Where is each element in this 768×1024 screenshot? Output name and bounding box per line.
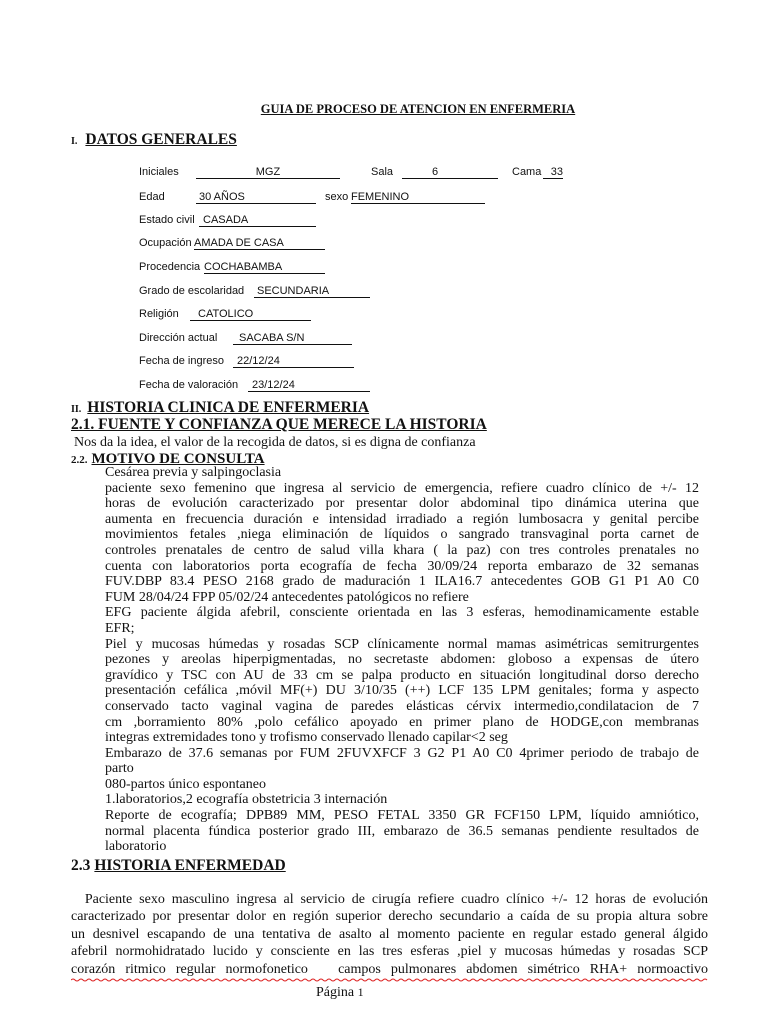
cama-value: 33 (543, 166, 563, 179)
ocupacion-value: AMADA DE CASA (194, 237, 325, 250)
field-cama-label: Cama (512, 166, 542, 178)
page-number: 1 (357, 985, 364, 999)
grado-value (254, 285, 370, 298)
historia-line: corazón ritmico regular normofonetico campos pulmonares abdomen simétrico RHA+ normoactivo (71, 961, 708, 977)
field-direccion-value (233, 332, 352, 345)
sexo-value: FEMENINO (351, 191, 485, 204)
ingreso-text: 22/12/24 (237, 355, 280, 367)
civil-text: CASADA (203, 214, 249, 226)
grado-text: SECUNDARIA (257, 285, 330, 297)
motivo-line: FUV.DBP 83.4 PESO 2168 grado de maduración 1 ILA16.7 antecedentes GOB G1 P1 A0 C0 (105, 574, 699, 590)
field-ingreso-label: Fecha de ingreso (139, 355, 224, 367)
field-sala-label: Sala (371, 166, 394, 178)
motivo-consulta-body (105, 465, 699, 855)
section-2-2-number: 2.2. (71, 454, 88, 466)
motivo-line: movimientos fetales ,niega eliminación de líquidos o sangrado transvaginal porta carnet de (105, 527, 699, 543)
field-edad-value (196, 191, 316, 204)
valoracion-text: 23/12/24 (252, 379, 295, 391)
field-civil-label: Estado civil (139, 214, 195, 226)
procedencia-value: COCHABAMBA (204, 261, 325, 274)
section-2-3-number: 2.3 (71, 857, 91, 874)
field-valoracion-value (248, 379, 370, 392)
historia-line: Paciente sexo masculino ingresa al servicio de cirugía refiere cuadro clínico +/- 12 horas de evolución (71, 892, 708, 907)
direccion-value (233, 332, 352, 345)
motivo-line: Piel y mucosas húmedas y rosadas SCP clínicamente normal mamas asimétricas semitrurgentes (105, 636, 699, 652)
motivo-line: EFG paciente álgida afebril, consciente orientada en las 3 esferas, hemodinamicamente estable (105, 605, 699, 621)
historia-line: un desnivel escapando de una tentativa de asalto al momento paciente en regular estado general álgido (71, 926, 708, 942)
section-2-heading (71, 399, 369, 417)
section-2-3-heading (71, 857, 286, 875)
field-ocupacion-value (194, 237, 325, 250)
motivo-line: Embarazo de 37.6 semanas por FUM 2FUVXFCF 3 G2 P1 A0 C0 4primer periodo de trabajo de (105, 745, 699, 761)
section-2-2-title: MOTIVO DE CONSULTA (91, 451, 265, 467)
field-direccion-label: Dirección actual (139, 332, 218, 344)
section-2-title: HISTORIA CLINICA DE ENFERMERIA (87, 399, 370, 416)
motivo-line: integras extremidades tono y trofismo conservado llenado capilar<2 seg (105, 730, 508, 746)
field-iniciales-value (196, 166, 340, 179)
field-ingreso-value (233, 355, 354, 368)
motivo-line: FUM 28/04/24 FPP 05/02/24 antecedentes patológicos no refiere (105, 589, 469, 605)
field-sexo-label: sexo (325, 191, 349, 203)
page-footer (316, 985, 364, 1001)
sala-value (402, 166, 498, 179)
motivo-line: EFR; (105, 620, 135, 636)
field-iniciales-label: Iniciales (139, 166, 179, 178)
motivo-line: parto (105, 761, 134, 777)
edad-text: 30 AÑOS (199, 191, 245, 203)
section-2-1-heading (71, 416, 487, 434)
section-1-heading (71, 131, 237, 149)
historia-line: afebril normohidratado lucido y consciente en las tres esferas ,piel y mucosas húmedas y rosadas SCP (71, 944, 708, 960)
motivo-line: Reporte de ecografía; DPB89 MM, PESO FETAL 3350 GR FCF150 LPM, líquido amniótico, (105, 808, 699, 824)
document-title: GUIA DE PROCESO DE ATENCION EN ENFERMERIA (260, 102, 576, 116)
motivo-line: aumenta en frecuencia duración e intensidad irradiado a región lumbosacra y genital percibe (105, 511, 699, 527)
section-2-1-title: 2.1. FUENTE Y CONFIANZA QUE MERECE LA HISTORIA (71, 416, 487, 433)
direccion-text: SACABA S/N (239, 332, 305, 344)
motivo-line: cm ,borramiento 80% ,polo cefálico apoyado en primer plano de HODGE,con membranas (105, 714, 699, 730)
ingreso-value (233, 355, 354, 368)
page-label: Página (316, 985, 355, 1000)
motivo-line: presentación cefálica ,móvil MF(+) DU 3/10/35 (++) LCF 135 LPM genitales; forma y aspecto (105, 683, 699, 699)
motivo-line: 080-partos único espontaneo (105, 776, 266, 792)
field-sexo-value (351, 191, 485, 204)
motivo-line: normal placenta fúndica posterior grado III, embarazo de 36.5 semanas pendiente resultados de (105, 823, 699, 839)
motivo-line: paciente sexo femenino que ingresa al servicio de emergencia, refiere cuadro clínico de +/- 12 (105, 480, 699, 496)
motivo-line: Cesárea previa y salpingoclasia (105, 465, 282, 480)
motivo-line: 1.laboratorios,2 ecografía obstetricia 3 internación (105, 792, 388, 808)
sala-number: 6 (432, 166, 439, 178)
historia-enfermedad-body (71, 891, 708, 978)
motivo-line: pezones y areolas hiperpigmentadas, no secretaste abdomen: globoso a expensas de útero (105, 652, 699, 668)
section-2-number: II. (71, 404, 82, 415)
motivo-line: controles prenatales de centro de salud villa khara ( la paz) con tres controles prenatales no (105, 542, 699, 558)
field-procedencia-label: Procedencia (139, 261, 201, 273)
field-grado-value (254, 285, 370, 298)
religion-text: CATOLICO (198, 308, 254, 320)
section-2-3-title: HISTORIA ENFERMEDAD (94, 857, 286, 874)
field-religion-label: Religión (139, 308, 179, 320)
field-edad-label: Edad (139, 191, 165, 203)
section-1-title: DATOS GENERALES (85, 131, 237, 148)
field-grado-label: Grado de escolaridad (139, 285, 245, 297)
section-2-1-text: Nos da la idea, el valor de la recogida de datos, si es digna de confianza (74, 435, 476, 450)
field-cama-value (543, 166, 563, 179)
field-valoracion-label: Fecha de valoración (139, 379, 239, 391)
motivo-line: cuenta con laboratorios porta ecografía de fecha 30/09/24 reporta embarazo de 32 semanas (105, 558, 699, 574)
field-civil-value (199, 214, 316, 227)
field-procedencia-value (204, 261, 325, 274)
religion-value (190, 308, 311, 321)
historia-line: caracterizado por presentar dolor en región superior derecho secundario a caída de su propia altura sobre (71, 909, 708, 925)
motivo-line: conservado tacto vaginal vagina de paredes elásticas cérvix intermedio,condilatacion de 7 (105, 698, 699, 714)
motivo-line: laboratorio (105, 839, 167, 855)
motivo-line: horas de evolución caracterizado por presentar dolor abdominal tipo dinámica uterina que (105, 496, 699, 512)
field-sala-value (402, 166, 498, 179)
field-religion-value (190, 308, 311, 321)
valoracion-value (248, 379, 370, 392)
spellcheck-underline (71, 978, 708, 982)
section-1-number: I. (71, 136, 78, 147)
civil-value (199, 214, 316, 227)
motivo-line: gravídico y TSC con AU de 33 cm se palpa producto en situación longitudinal dorso derecho (105, 667, 699, 683)
edad-value (196, 191, 316, 204)
field-ocupacion-label: Ocupación (139, 237, 192, 249)
iniciales-value: MGZ (196, 166, 340, 179)
